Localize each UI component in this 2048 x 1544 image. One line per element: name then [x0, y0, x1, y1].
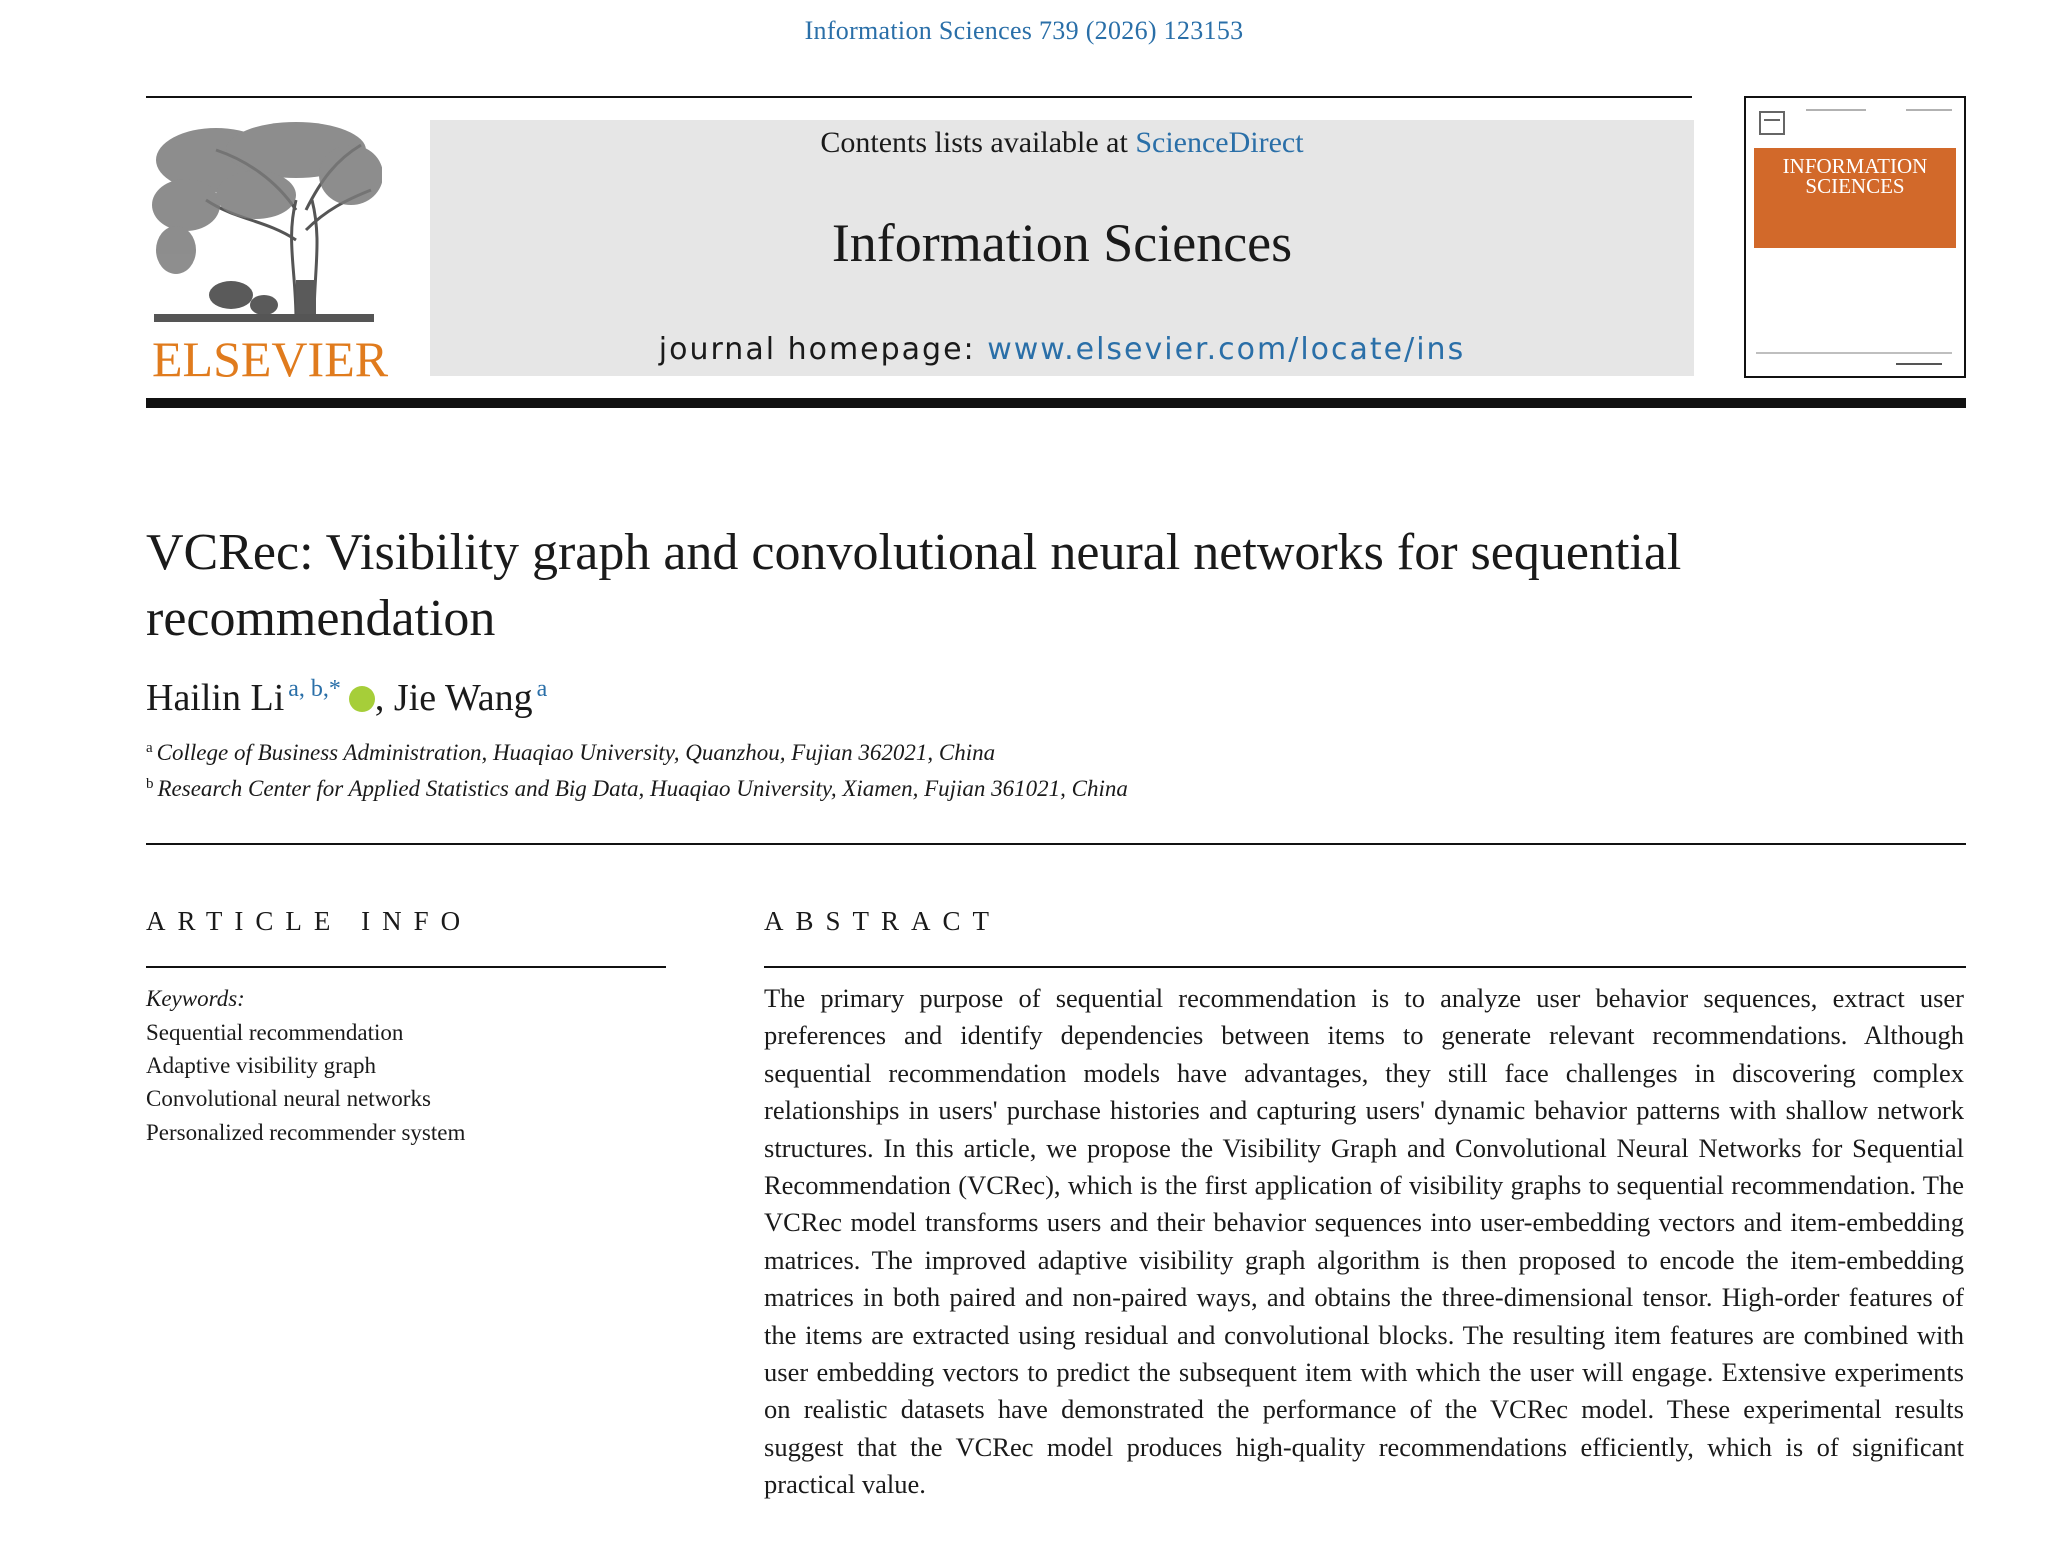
affiliation-a — [146, 740, 995, 766]
cover-title — [1754, 156, 1956, 196]
header-top-rule — [146, 96, 1692, 98]
affiliation-mark: b — [146, 776, 154, 792]
abstract-rule — [764, 966, 1966, 968]
elsevier-tree-icon — [146, 120, 382, 326]
elsevier-logo[interactable] — [146, 120, 389, 390]
author-affiliation-marks[interactable]: a, b,* — [288, 676, 341, 702]
journal-citation[interactable]: Information Sciences 739 (2026) 123153 — [804, 16, 1244, 45]
author-list — [146, 676, 547, 720]
keyword-item[interactable]: Sequential recommendation — [146, 1020, 404, 1045]
author-name[interactable]: Jie Wang — [393, 677, 533, 719]
author-separator: , — [374, 677, 385, 719]
article-info-heading: ARTICLE INFO — [146, 906, 473, 936]
sciencedirect-link[interactable]: ScienceDirect — [1135, 126, 1304, 159]
affiliation-text: Research Center for Applied Statistics and Big Data, Huaqiao University, Xiamen, Fujian 361021, China — [157, 776, 1128, 801]
journal-banner — [430, 120, 1694, 376]
orcid-icon[interactable] — [349, 686, 375, 712]
affiliation-b — [146, 776, 1128, 802]
affiliation-text: College of Business Administration, Huaqiao University, Quanzhou, Fujian 362021, China — [156, 740, 996, 765]
homepage-prefix: journal homepage: — [658, 332, 976, 367]
contents-line — [430, 126, 1694, 160]
section-divider — [146, 843, 1966, 845]
author-name[interactable]: Hailin Li — [146, 677, 285, 719]
abstract-heading: ABSTRACT — [764, 906, 1002, 936]
article-info-rule — [146, 966, 666, 968]
elsevier-wordmark: ELSEVIER — [152, 331, 389, 387]
cover-title-line1: INFORMATION — [1782, 154, 1928, 178]
homepage-link[interactable]: www.elsevier.com/locate/ins — [987, 332, 1466, 367]
journal-cover-thumbnail[interactable] — [1744, 96, 1966, 378]
abstract-body: The primary purpose of sequential recommendation is to analyze user behavior sequences, extract user preferences and identify dependencies between items to generate relevant recommendations. Although sequential recommendation models have advantages, they still face challenges in discovering complex relationships in users' purchase histories and capturing users' dynamic behavior patterns with shallow network structures. In this article, we propose the Visibility Graph and Convolutional Neural Networks for Sequential Recommendation (VCRec), which is the first application of visibility graphs to sequential recommendation. The VCRec model transforms users and their behavior sequences into user-embedding vectors and item-embedding matrices. The improved adaptive visibility graph algorithm is then proposed to encode the item-embedding matrices in both paired and non-paired ways, and obtains the three-dimensional tensor. High-order features of the items are extracted using residual and convolutional blocks. The resulting item features are combined with user embedding vectors to predict the subsequent item with which the user will engage. Extensive experiments on realistic datasets have demonstrated the performance of the VCRec model. These experimental results suggest that the VCRec model produces high-quality recommendations efficiently, which is of significant practical value. — [764, 983, 1964, 1500]
paper-title: VCRec: Visibility graph and convolutional neural networks for sequential recommendation — [146, 524, 1682, 647]
header-bottom-rule — [146, 398, 1966, 408]
journal-title: Information Sciences — [831, 213, 1293, 273]
keyword-item[interactable]: Personalized recommender system — [146, 1120, 466, 1145]
author-affiliation-marks[interactable]: a — [536, 676, 548, 702]
affiliation-mark: a — [146, 740, 153, 756]
keywords-label: Keywords: — [146, 986, 245, 1011]
cover-title-line2: SCIENCES — [1805, 174, 1905, 198]
keyword-item[interactable]: Convolutional neural networks — [146, 1086, 431, 1111]
contents-prefix: Contents lists available at — [820, 126, 1128, 159]
keyword-item[interactable]: Adaptive visibility graph — [146, 1053, 376, 1078]
journal-homepage-line — [430, 332, 1694, 367]
